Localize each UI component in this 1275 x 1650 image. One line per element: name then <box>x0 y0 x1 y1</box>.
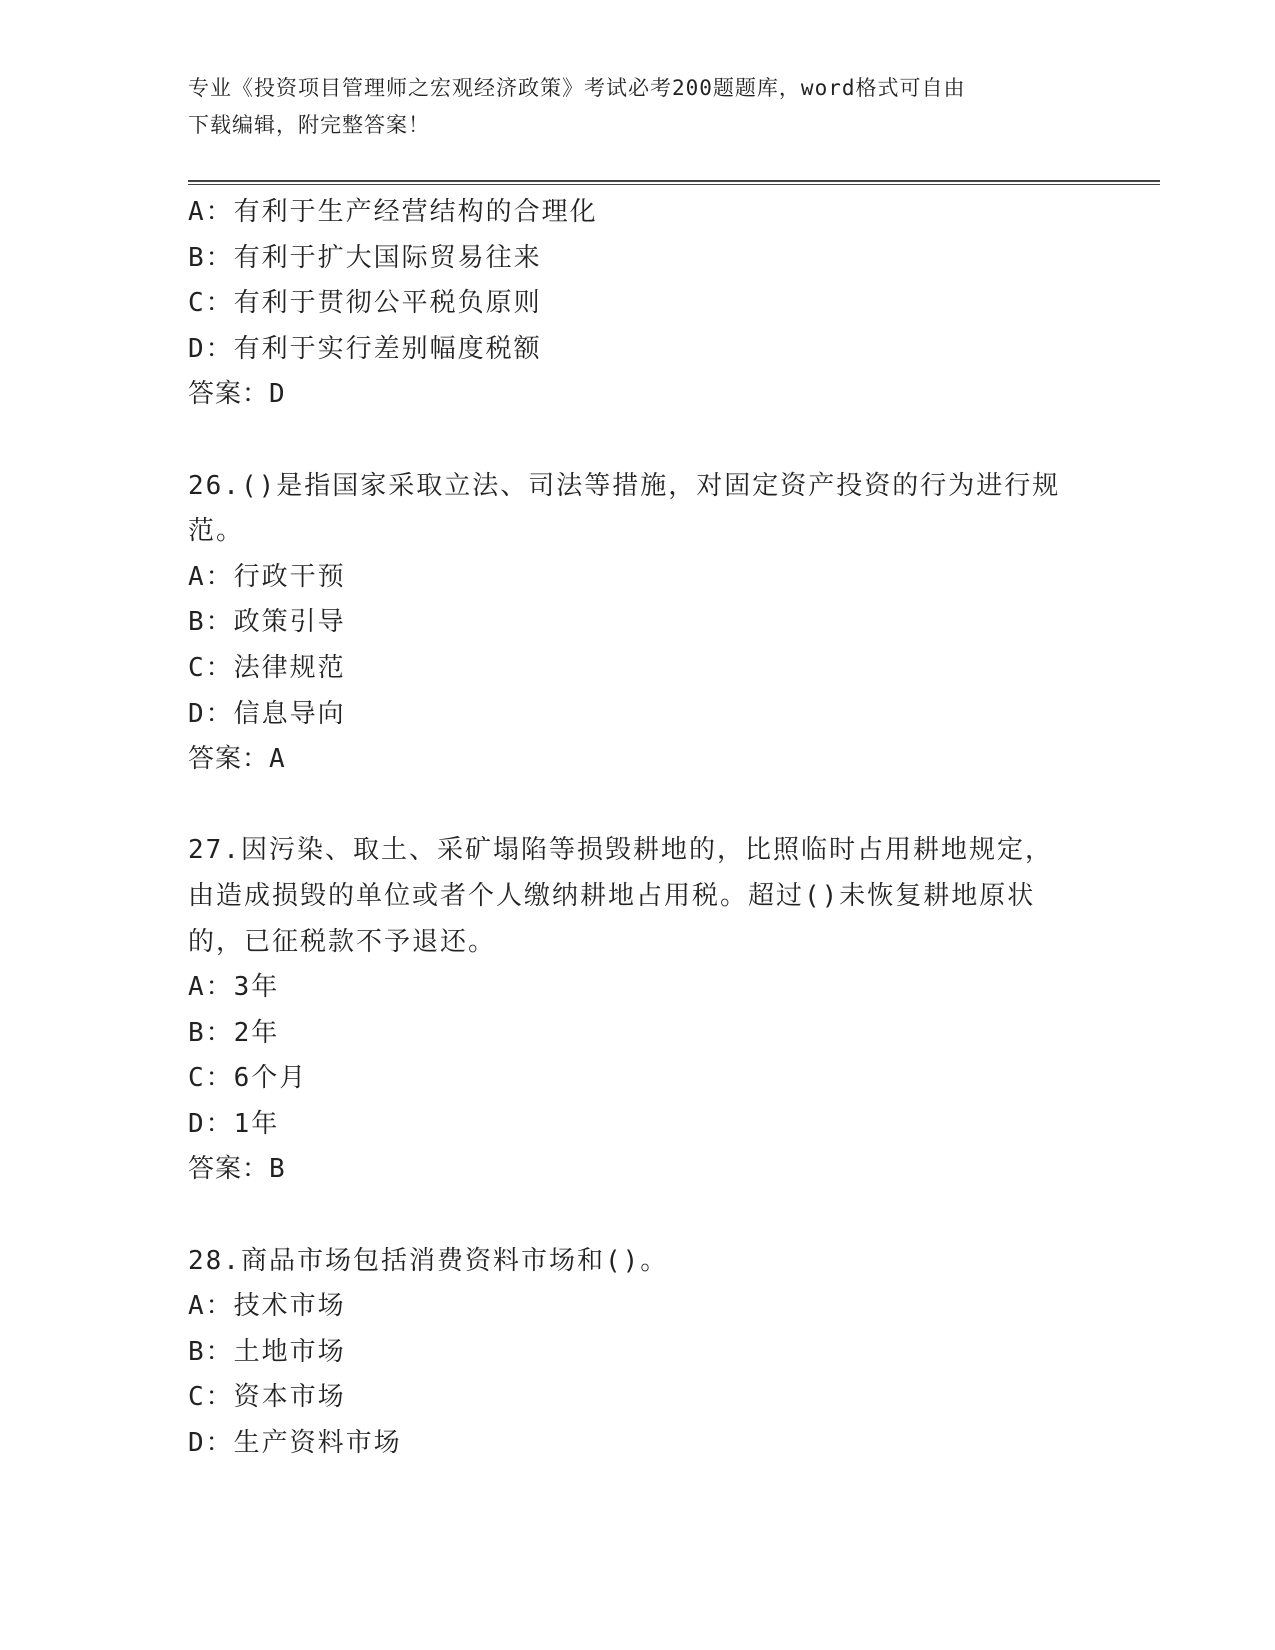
question-content <box>188 190 1088 1467</box>
option-b: B：有利于扩大国际贸易往来 <box>188 242 542 273</box>
option-a: A：3年 <box>188 972 280 1003</box>
option-a: A：技术市场 <box>188 1291 346 1322</box>
spacer <box>188 418 1088 464</box>
question-28 <box>188 1239 1088 1467</box>
question-text-line: 由造成损毁的单位或者个人缴纳耕地占用税。超过()未恢复耕地原状 <box>188 880 1036 911</box>
answer: 答案：D <box>188 379 286 410</box>
option-d: D：信息导向 <box>188 698 346 729</box>
header-divider <box>188 180 1160 185</box>
option-d: D：生产资料市场 <box>188 1428 402 1459</box>
option-a: A：行政干预 <box>188 561 346 592</box>
option-c: C：有利于贯彻公平税负原则 <box>188 288 542 319</box>
question-27 <box>188 828 1088 1193</box>
question-text-line: 的，已征税款不予退还。 <box>188 926 497 957</box>
option-c: C：资本市场 <box>188 1382 346 1413</box>
option-c: C：法律规范 <box>188 652 346 683</box>
spacer <box>188 1193 1088 1239</box>
question-25 <box>188 190 1088 418</box>
question-text-line: 范。 <box>188 516 245 547</box>
option-b: B：2年 <box>188 1017 280 1048</box>
answer: 答案：B <box>188 1154 286 1185</box>
question-text-line: 26.()是指国家采取立法、司法等措施，对固定资产投资的行为进行规 <box>188 470 1061 501</box>
option-a: A：有利于生产经营结构的合理化 <box>188 197 598 227</box>
question-text-line: 28.商品市场包括消费资料市场和()。 <box>188 1245 669 1276</box>
question-26 <box>188 464 1088 783</box>
option-b: B：土地市场 <box>188 1336 346 1367</box>
header-line-1: 专业《投资项目管理师之宏观经济政策》考试必考200题题库，word格式可自由 <box>188 76 966 100</box>
document-header <box>188 70 1068 144</box>
spacer <box>188 783 1088 829</box>
question-text-line: 27.因污染、取土、采矿塌陷等损毁耕地的，比照临时占用耕地规定， <box>188 835 1053 866</box>
option-d: D：1年 <box>188 1108 280 1139</box>
option-c: C：6个月 <box>188 1063 308 1094</box>
header-line-2: 下载编辑，附完整答案！ <box>188 113 430 137</box>
answer: 答案：A <box>188 744 286 775</box>
option-b: B：政策引导 <box>188 607 346 638</box>
option-d: D：有利于实行差别幅度税额 <box>188 333 542 364</box>
